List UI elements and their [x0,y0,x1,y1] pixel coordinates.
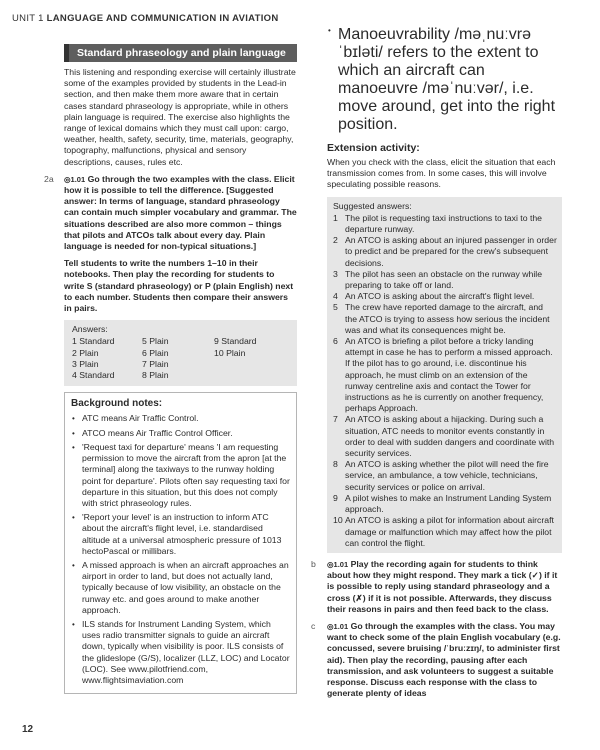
answer-number: 7 [333,414,338,425]
notes-continued-list [327,26,562,134]
answer-text: The pilot is requesting taxi instructions to taxi to the departure runway. [345,212,543,235]
answer-item: 7 Plain [142,358,169,369]
suggested-answer-item [333,302,557,336]
answer-item [214,359,284,370]
suggested-answer-item [333,459,557,493]
background-notes-list [71,413,290,686]
cd-track-icon: ◎1.01 [327,621,349,631]
answer-number: 2 [333,235,338,246]
answer-number: 6 [333,336,338,347]
unit-title: LANGUAGE AND COMMUNICATION IN AVIATION [46,13,279,24]
suggested-answer-item [333,291,557,302]
exercise-c-text [327,621,562,699]
answer-item [214,370,284,381]
answer-text: An ATCO is asking about the aircraft's flight level. [345,291,535,302]
unit-label: UNIT 1 [12,13,44,24]
suggested-answer-item [333,336,557,414]
extension-title: Extension activity: [327,142,420,154]
exercise-2a-suggested: [Suggested answer: In terms of language, standard phraseology can contain much simpler vocabulary and grammar. The situations described are also more common – things that pilots and ATCOs talk about every day. Plain language is needed for non-typical situations.] [64,185,297,252]
answer-item: 9 Standard [214,336,257,347]
answer-text: An ATCO is briefing a pilot before a tricky landing attempt in case he has to perform a missed approach. If the pilot has to go around, i.e. discontinue his approach, he must climb on an extension of the runway centreline axis and contact the Tower for instructions as he is currently on another frequency, perhaps Approach. [345,336,553,414]
exercise-b-text [327,559,562,615]
answers-grid [72,336,291,381]
exercise-2a-instruction [64,174,297,252]
cd-track-icon: ◎1.01 [327,559,349,569]
suggested-answer-item [333,235,557,269]
background-notes-title: Background notes: [71,398,163,410]
exercise-2a-instruction2: Tell students to write the numbers 1–10 in their notebooks. Then play the recording for students to write S (standard phraseology) or P (plain English) next to each number. Students then compare their answers in pairs. [64,258,294,314]
answer-number: 5 [333,302,338,313]
exercise-marker-b: b [311,558,316,569]
answer-text: An ATCO is asking about an injured passenger in order to predict and be prepared for the crew's subsequent decisions. [345,235,557,268]
exercise-c-instruction: Go through the examples with the class. You may want to check some of the plain English vocabulary (e.g. concussed, severe bruising /ˈbruːzɪŋ/, to administer first aid). Then play the recording, pausing after each transmission, and ask volunteers to suggest a suitable response. Discuss each response with the class to generate plenty of ideas [327,620,561,699]
answer-item: 4 Standard [72,370,115,381]
note-item: • A missed approach is when an aircraft approaches an airport in order to land, but does not actually land, typically because of low visibility, an obstacle on the runway etc. and goes around to make another approach. [71,560,290,616]
note-item: • ATCO means Air Traffic Control Officer. [71,428,290,439]
note-item: • ATC means Air Traffic Control. [71,413,290,424]
suggested-answer-item [333,493,557,515]
intro-paragraph: This listening and responding exercise will certainly illustrate some of the examples provided by students in the Lead-in section, and then make them more aware that in certain cases standard phraseology is appropriate, while in others plain language is required. The exercise also highlights the range of lexical domains which they must call upon: cargo, weather, health, safety, security, time, materials, geography, topography, malfunctions, physical and sensory descriptions, causes, rules etc. [64,67,296,167]
suggested-answers-title: Suggested answers: [333,200,412,211]
answer-text: The pilot has seen an obstacle on the runway while preparing to take off or land. [345,268,543,291]
suggested-answers-list [333,213,557,549]
answer-number: 9 [333,492,338,503]
answer-number: 4 [333,291,338,302]
unit-header [12,13,279,24]
answers-title: Answers: [72,324,108,335]
note-item: • ILS stands for Instrument Landing System, which uses radio transmitter signals to guide an aircraft down, typically when visibility is poor. ILS consists of the glideslope (G/S), localizer (LLZ, LOC) and Locator (LOC). See www.pilotfriend.com, www.flightsimaviation.com [71,619,290,686]
suggested-answers-box [327,197,562,553]
left-column [44,44,297,694]
exercise-c [311,620,562,699]
extension-text: When you check with the class, elicit the situation that each transmission comes from. In some cases, this will involve speculating possible reasons. [327,157,556,190]
answer-text: An ATCO is asking a pilot for information about aircraft damage or malfunction which may affect how the pilot can control the flight. [345,515,554,548]
page-number: 12 [22,724,34,735]
cd-track-icon: ◎1.01 [64,174,86,184]
exercise-marker-c: c [311,620,316,631]
right-column [311,26,562,705]
suggested-answer-item [333,414,557,459]
answer-item: 2 Plain [72,347,99,358]
answer-text: An ATCO is asking whether the pilot will need the fire service, an ambulance, a tow vehicle, technicians, security services or police on arrival. [345,459,549,492]
exercise-b [311,558,562,615]
suggested-answer-item [333,269,557,291]
answers-box [64,320,297,386]
answer-item: 10 Plain [214,347,246,358]
exercise-2a [44,173,297,314]
answer-text: A pilot wishes to make an Instrument Landing System approach. [345,492,552,515]
answer-number: 1 [333,212,338,223]
exercise-b-instruction: Play the recording again for students to think about how they might respond. They mark a tick (✓) if it is possible to reply using standard phraseology and a cross (✗) if it is not possible. Afterwards, they discuss their reasons in pairs and then feed back to the class. [327,558,558,614]
answer-item: 1 Standard [72,336,115,347]
exercise-2a-instruction-text: Go through the two examples with the class. Elicit how it is possible to tell the difference. [64,173,295,196]
note-item-manoeuvrability: • Manoeuvrability /məˌnuːvrəˈbɪləti/ refers to the extent to which an aircraft can manoeuvre /məˈnuːvər/, i.e. move around, get into the right position. [327,26,562,134]
note-item: • 'Report your level' is an instruction to inform ATC about the aircraft's flight level, i.e. standardised altitude at a universal atmospheric pressure of 1013 hectoPascal or millibars. [71,512,290,557]
suggested-answer-item [333,515,557,549]
section-banner: Standard phraseology and plain language [64,44,297,62]
answer-text: The crew have reported damage to the aircraft, and the ATCO is trying to assess how serious the incident was and what its consequences might be. [345,302,550,335]
suggested-answer-item [333,213,557,235]
answer-number: 10 [333,515,343,526]
answer-text: An ATCO is asking about a hijacking. During such a situation, ATC needs to monitor events constantly in order to deal with sudden dangers and coordinate with security services. [345,414,555,459]
answer-item: 3 Plain [72,358,99,369]
exercise-marker-2a: 2a [44,173,54,184]
answer-item: 8 Plain [142,370,169,381]
answer-number: 3 [333,268,338,279]
answer-item: 6 Plain [142,347,169,358]
background-notes [64,392,297,694]
answer-item: 5 Plain [142,336,169,347]
note-item: • 'Request taxi for departure' means 'I am requesting permission to move the aircraft from the apron [at the terminal] along the taxiways to the runway holding point for departure'. Pilots often say requesting taxi for departure in this situation, but this does not comply with strict phraseology rules. [71,442,290,509]
answer-number: 8 [333,459,338,470]
